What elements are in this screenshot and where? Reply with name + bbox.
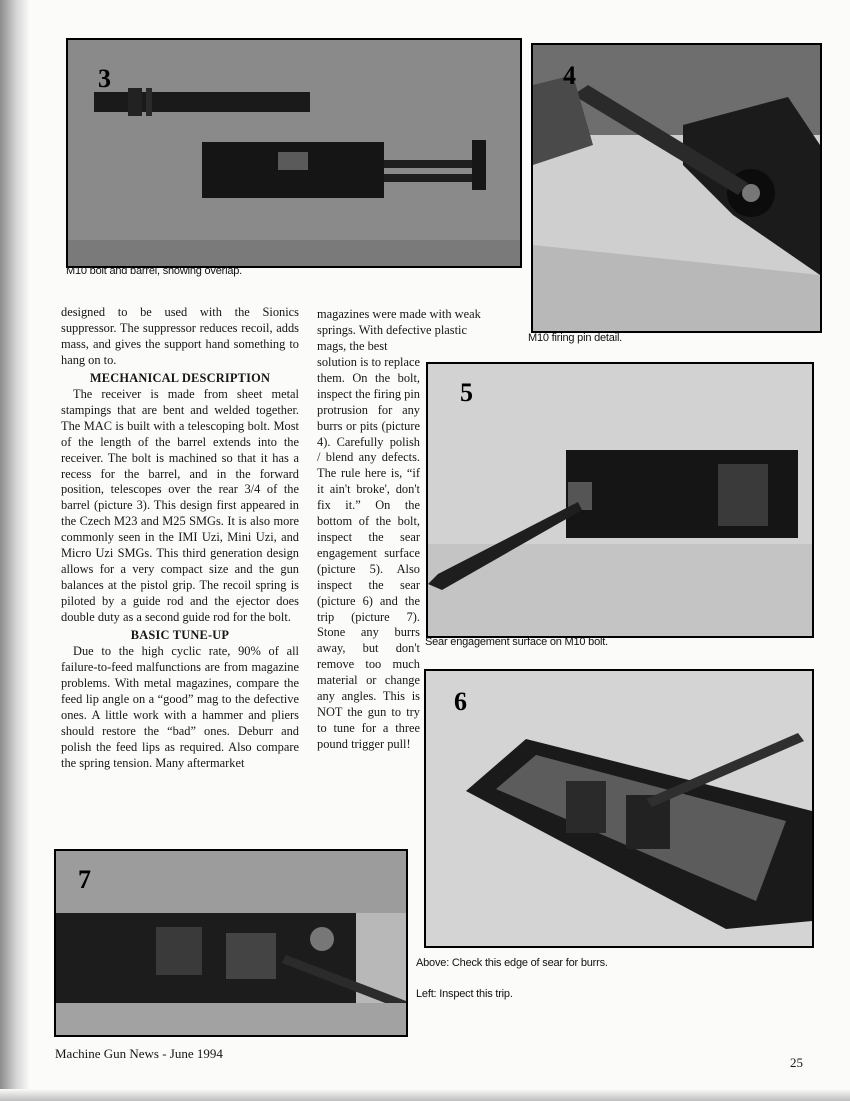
col1-para-tune-up: Due to the high cyclic rate, 90% of all failure-to-feed malfunctions are from magazine problems. With metal magazines, compare the feed lip angle on a “good” mag to the defective ones. A little work with a hammer and pliers should restore the “bad” ones. Deburr and polish the feed lips as required. Also compare the spring tension. Many aftermarket bbox=[61, 644, 299, 770]
photo-5-number: 5 bbox=[460, 378, 473, 407]
photo-6-number: 6 bbox=[454, 687, 467, 716]
col2-line-2: springs. With defective plastic bbox=[317, 322, 467, 337]
photo-3-number: 3 bbox=[98, 64, 111, 93]
text-column-1 bbox=[61, 305, 299, 772]
heading-mechanical-description: MECHANICAL DESCRIPTION bbox=[89, 370, 271, 385]
trip-image bbox=[56, 851, 406, 1035]
binding-shadow bbox=[0, 0, 30, 1101]
page-bottom-shadow bbox=[0, 1089, 850, 1101]
text-column-2 bbox=[317, 307, 523, 355]
photo-6 bbox=[424, 669, 814, 948]
photo-7-caption: Left: Inspect this trip. bbox=[416, 988, 513, 1000]
col2-line-1: magazines were made with weak bbox=[317, 307, 481, 321]
col2-rest: solution is to replace them. On the bolt, inspect the firing pin protrusion for any burrs or pits (picture 4). Carefully polish / blend any defects. The rule here is, “if it ain't broke', don't fix it.” On the bottom of the bolt, inspect the sear engagement surface (picture 5). Also inspect the sear (picture 6) and the trip (picture 7). Stone any burrs away, but don't remove too much material or change any angles. This is NOT the gun to try to tune for a three pound trigger pull! bbox=[317, 355, 420, 751]
firing-pin-image bbox=[533, 45, 820, 331]
photo-5-caption: Sear engagement surface on M10 bolt. bbox=[425, 636, 608, 648]
heading-basic-tune-up: BASIC TUNE-UP bbox=[130, 628, 230, 643]
col1-para-mechanical: The receiver is made from sheet metal stampings that are bent and welded together. The MAC is built with a telescoping bolt. Most of the length of the barrel extends into the receiver. The bolt is machined so that it has a recess for the barrel, and in the forward position, telescopes over the rear 3/4 of the barrel (picture 3). This design first appeared in the Czech M23 and M25 SMGs. It is also more commonly seen in the IMI Uzi, Mini Uzi, and Micro Uzi SMGs. This third generation design allows for a very compact size and the gun balances at the pistol grip. The recoil spring is piloted by a guide rod and the ejector does double duty as a second guide rod for the bolt. bbox=[61, 386, 299, 625]
photo-3-caption: M10 bolt and barrel, showing overlap. bbox=[66, 265, 243, 277]
photo-6-caption: Above: Check this edge of sear for burrs. bbox=[416, 957, 608, 969]
sear-image bbox=[426, 671, 812, 946]
col1-intro: designed to be used with the Sionics suppressor. The suppressor reduces recoil, adds mass, and gives the support hand something to hang on to. bbox=[61, 305, 299, 367]
bolt-barrel-image bbox=[68, 40, 520, 266]
photo-7-number: 7 bbox=[78, 865, 91, 894]
page-number: 25 bbox=[790, 1055, 803, 1070]
sear-engagement-image bbox=[428, 364, 812, 636]
photo-5 bbox=[426, 362, 814, 638]
col2-line-3: mags, the best bbox=[317, 338, 388, 353]
photo-4 bbox=[531, 43, 822, 333]
photo-4-caption: M10 firing pin detail. bbox=[528, 332, 623, 344]
publication-footer: Machine Gun News - June 1994 bbox=[55, 1046, 223, 1061]
photo-7 bbox=[54, 849, 408, 1037]
text-column-2-narrow bbox=[317, 355, 420, 753]
photo-4-number: 4 bbox=[563, 61, 576, 90]
photo-3 bbox=[66, 38, 522, 268]
